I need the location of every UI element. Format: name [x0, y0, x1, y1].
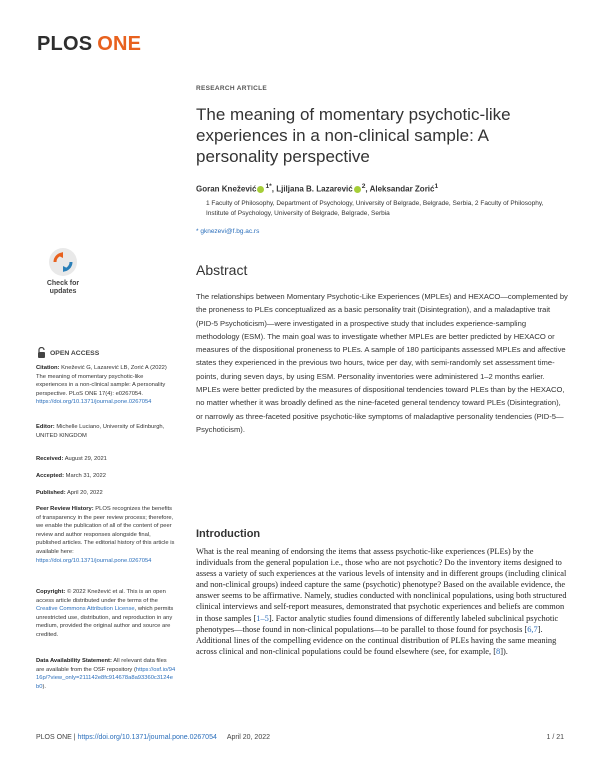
citation-link[interactable]: https://doi.org/10.1371/journal.pone.0267054	[36, 399, 152, 406]
badge-line-1: Check for	[46, 280, 80, 287]
footer-separator: |	[71, 734, 78, 741]
intro-part: ]. Factor analytic studies found dimensions of differently labeled subclinical psychotic phenotypes—those found in non-clinical populations—to be parallel to those found for psychosis [	[196, 613, 559, 634]
editor-text: Michelle Luciano, University of Edinburgh, UNITED KINGDOM	[36, 424, 165, 439]
badge-line-2: updates	[49, 288, 77, 295]
data-availability-block	[36, 657, 176, 691]
author-affil: 1	[434, 183, 439, 190]
affiliations: 1 Faculty of Philosophy, Department of Psychology, University of Belgrade, Belgrade, Serbia, 2 Faculty of Philosophy, Institute of Psychology, University of Belgrade, Belgrade, Serbia	[206, 200, 544, 217]
author-affil: 1*	[265, 183, 272, 190]
copyright-text: © 2022 Knežević et al. This is an open access article distributed under the terms of the	[36, 589, 166, 604]
data-availability-end: ).	[42, 683, 46, 690]
refresh-icon	[49, 248, 77, 276]
peer-review-text: PLOS recognizes the benefits of transparency in the peer review process; therefore, we enable the publication of all of the content of peer review and author responses alongside final, published articles. The editorial history of this article is available here:	[36, 506, 175, 555]
accepted-date: March 31, 2022	[65, 473, 106, 479]
data-availability-text: All relevant data files are available from the OSF repository (	[36, 658, 167, 673]
plos-one-logo[interactable]	[37, 33, 141, 56]
editor-block	[36, 423, 176, 440]
author-name[interactable]: Goran Knežević	[196, 184, 257, 194]
author-name[interactable]: Aleksandar Zorić	[369, 184, 435, 194]
peer-review-label: Peer Review History:	[36, 506, 94, 512]
license-link[interactable]: Creative Commons Attribution License	[36, 606, 135, 613]
received-label: Received:	[36, 456, 64, 462]
open-access-lock-icon	[37, 347, 46, 358]
page-footer	[36, 734, 564, 741]
page-number: 1 / 21	[546, 734, 564, 741]
check-for-updates-badge[interactable]	[36, 246, 90, 304]
footer-doi-link[interactable]: https://doi.org/10.1371/journal.pone.0267054	[77, 734, 217, 741]
intro-part: ]).	[500, 646, 508, 656]
received-date: August 29, 2021	[64, 456, 107, 462]
editor-label: Editor:	[36, 424, 55, 430]
copyright-block	[36, 588, 176, 640]
accepted-label: Accepted:	[36, 473, 65, 479]
citation-block	[36, 364, 176, 407]
introduction-text	[196, 546, 568, 657]
citation-label: Citation:	[36, 365, 60, 371]
footer-date: April 20, 2022	[226, 734, 271, 741]
orcid-icon[interactable]	[354, 186, 361, 193]
accepted-block	[36, 472, 176, 481]
copyright-label: Copyright:	[36, 589, 66, 595]
published-date: April 20, 2022	[66, 490, 103, 496]
article-title: The meaning of momentary psychotic-like experiences in a non-clinical sample: A personality perspective	[196, 105, 511, 166]
corresponding-email[interactable]: * gknezevi@f.bg.ac.rs	[196, 228, 260, 235]
abstract-heading: Abstract	[196, 262, 248, 278]
abstract-text: The relationships between Momentary Psychotic-Like Experiences (MPLEs) and HEXACO—complemented by the proneness to PLEs conceptualized as a basic personality trait (Disintegration), and a maladaptive trait (PID-5 Psychoticism)—were investigated in a prospective study that includes experience-sampling methodology (ESM). The main goal was to investigate whether MPLEs are better predicted by HEXACO or measures of the dispositional proneness to PLEs. A sample of 180 participants assessed MPLEs and affective states they experienced in the previous two hours, twice per day, with semi-randomly set assessment time-points, during seven days, by using ESM. Personality inventories were administered 1–2 months earlier. MPLEs were better predicted by the measures of dispositional tendencies toward PLEs than by the HEXACO, no matter whether it was broadly defined as the nine-faceted general tendency toward PLEs (Disintegration), or narrowly as three-faceted positive psychotic-like symptoms of maladaptive personality tendencies (PID-5—Psychoticism).	[196, 292, 568, 434]
citation-text: Knežević G, Lazarević LB, Zorić A (2022) The meaning of momentary psychotic-like experiences in a non-clinical sample: A personality perspective. PLoS ONE 17(4): e0267054.	[36, 365, 167, 397]
author-list: Goran Knežević $^{1*}$, Ljiljana B. Lazarević $^2$, Aleksandar Zorić$^1$	[196, 183, 439, 194]
published-label: Published:	[36, 490, 66, 496]
orcid-icon[interactable]	[257, 186, 264, 193]
footer-journal: PLOS ONE	[36, 734, 72, 741]
logo-one: ONE	[97, 33, 142, 55]
article-type-label: RESEARCH ARTICLE	[196, 85, 268, 92]
data-availability-label: Data Availability Statement:	[36, 658, 112, 664]
reference-link[interactable]: 6,7	[527, 624, 538, 634]
introduction-heading: Introduction	[196, 528, 261, 540]
peer-review-link[interactable]: https://doi.org/10.1371/journal.pone.0267054	[36, 557, 152, 564]
open-access-label: OPEN ACCESS	[50, 350, 100, 357]
published-block	[36, 489, 176, 498]
reference-link[interactable]: 1–5	[256, 613, 269, 623]
received-block	[36, 455, 176, 464]
author-affil: 2	[361, 183, 366, 190]
intro-part: ]. Additional lines of the compelling evidence on the continual distribution of PLEs having the same meaning across clinical and non-clinical populations could be found elsewhere (see, for example, [	[196, 624, 557, 656]
osf-link[interactable]: https://osf.io/9416p/?view_only=211142e8fc914678a8a93360c3124eb0	[36, 666, 176, 690]
logo-plos: PLOS	[37, 33, 93, 55]
peer-review-block	[36, 505, 176, 565]
intro-part: What is the real meaning of endorsing the items that assess psychotic-like experiences (PLEs) by the individuals from the general population i.e., those who are not psychotic? Do the inventory items designed to assess a variety of such experiences at the various levels of intensity and in different groups (including clinical and non-clinical groups) indeed capture the same (psychotic) phenotype? Based on the available evidence, the answer seems to be affirmative. Namely, studies conducted with nonclinical populations, using both structured clinical interviews and self-report measures, demonstrated that psychotic experiences and beliefs are common in those samples [	[196, 547, 567, 623]
author-name[interactable]: Ljiljana B. Lazarević	[276, 184, 353, 194]
reference-link[interactable]: 8	[496, 646, 501, 656]
copyright-text-end: , which permits unrestricted use, distribution, and reproduction in any medium, provided the original author and source are credited.	[36, 606, 174, 638]
